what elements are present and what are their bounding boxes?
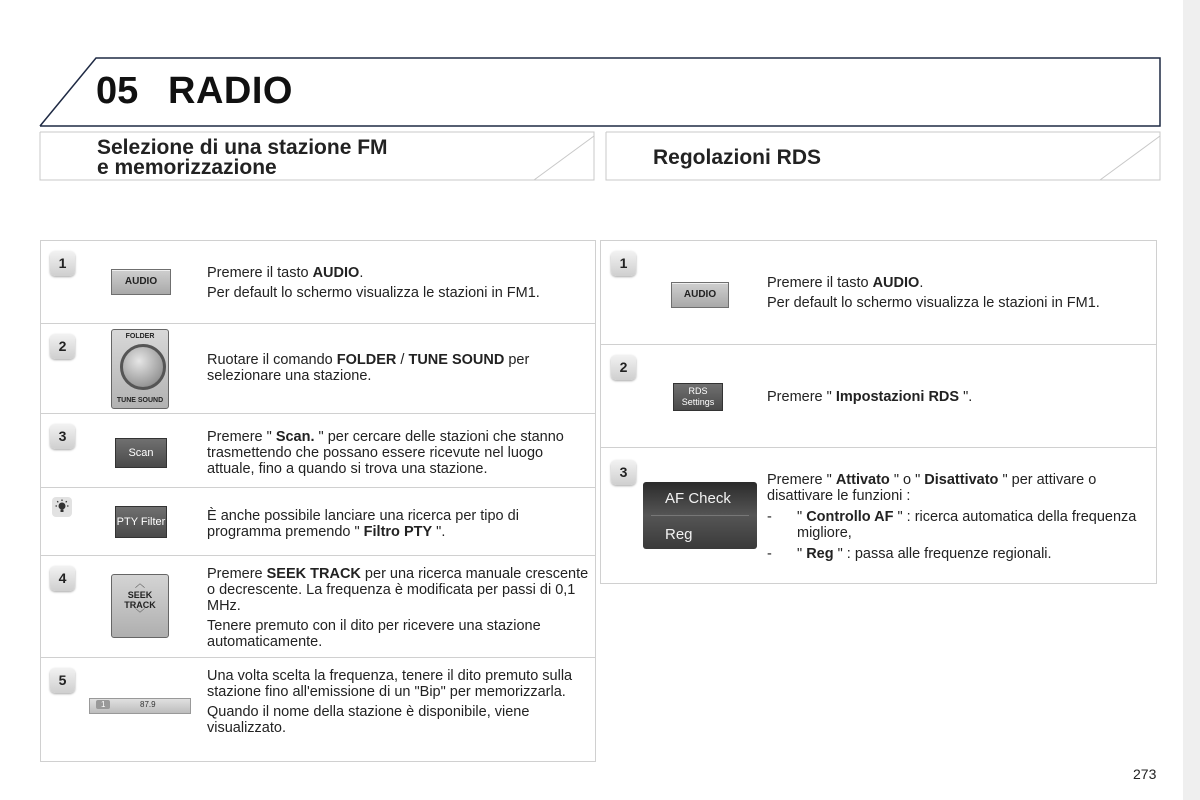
step-text-3-b: Scan. — [275, 429, 315, 445]
step-badge-3: 3 — [50, 424, 75, 449]
rds-bullet-2-a: " — [797, 546, 807, 562]
step-row-3 — [41, 413, 595, 488]
step-text-4-b: SEEK TRACK — [266, 566, 361, 582]
step-text-5-p1: Una volta scelta la frequenza, tenere il dito premuto sulla stazione fino all'emissione di un "Bip" per memorizzarla. — [207, 668, 573, 700]
rds-bullet-2-c: " : passa alle frequenze regionali. — [833, 546, 1052, 562]
rds-bullet-2 — [767, 546, 1152, 562]
rds-step-row-2 — [601, 344, 1156, 448]
track-label: TRACK — [124, 600, 156, 610]
preset-frequency: 87.9 — [140, 700, 156, 709]
rds-bullet-1 — [767, 509, 1152, 541]
rds-step-text-2 — [767, 389, 1152, 405]
step-text-2-a: Ruotare il comando — [207, 352, 337, 368]
step-text-4 — [207, 566, 593, 650]
step-badge-5: 5 — [50, 668, 75, 693]
step-row-2 — [41, 323, 595, 414]
rds-step-text-1-c: . — [919, 275, 924, 291]
scan-button-image: Scan — [115, 438, 167, 468]
left-section-title-line1: Selezione di una stazione FM — [97, 136, 388, 159]
step-row-1 — [41, 241, 595, 323]
rds-step-text-3-e: " per attivare o disattivare le funzioni : — [767, 472, 1097, 504]
step-text-3 — [207, 429, 593, 477]
rds-step-text-1 — [767, 275, 1152, 311]
step-badge-2: 2 — [50, 334, 75, 359]
right-section-title: Regolazioni RDS — [653, 146, 822, 169]
rds-step-text-2-a: Premere " — [767, 389, 836, 405]
step-text-1-p2: Per default lo schermo visualizza le stazioni in FM1. — [207, 285, 540, 301]
left-section-title — [97, 138, 388, 178]
chapter-number: 05 — [96, 70, 139, 112]
knob-icon — [120, 344, 166, 390]
step-text-2 — [207, 352, 592, 384]
rds-step-badge-2: 2 — [611, 355, 636, 380]
rds-step-badge-1: 1 — [611, 251, 636, 276]
lightbulb-icon — [52, 497, 72, 517]
af-divider — [651, 515, 749, 516]
rds-step-row-3 — [601, 447, 1156, 584]
rds-bullet-1-dash: - — [767, 509, 772, 525]
step-text-1-b: AUDIO — [312, 265, 360, 281]
rds-settings-label-1: RDS — [688, 386, 708, 396]
preset-frequency-strip-image — [89, 698, 191, 714]
step-badge-4: 4 — [50, 566, 75, 591]
rds-step-text-2-b: Impostazioni RDS — [835, 389, 960, 405]
page-number: 273 — [1133, 766, 1157, 782]
left-section-title-line2: e memorizzazione — [97, 156, 277, 179]
step-text-2-e: per selezionare una stazione. — [207, 352, 530, 384]
rds-step-badge-3: 3 — [611, 460, 636, 485]
left-steps-panel — [40, 240, 596, 762]
rds-bullet-1-c: " : ricerca automatica della frequenza migliore, — [797, 509, 1137, 541]
step-badge-1: 1 — [50, 251, 75, 276]
rds-bullet-1-a: " — [797, 509, 807, 525]
step-text-3-a: Premere " — [207, 429, 276, 445]
audio-button-image: AUDIO — [111, 269, 171, 295]
step-text-tip-a: È anche possibile lanciare una ricerca per tipo di programma premendo " — [207, 508, 519, 540]
rds-audio-button-image: AUDIO — [671, 282, 729, 308]
step-text-4-c: per una ricerca manuale crescente o decrescente. La frequenza è modificata per passi di 0,1 MHz. — [207, 566, 589, 614]
step-row-4 — [41, 555, 595, 658]
rds-step-text-3-c: " o " — [889, 472, 925, 488]
preset-number: 1 — [96, 700, 110, 709]
rds-settings-button-image — [673, 383, 723, 411]
chapter-title: RADIO — [168, 70, 293, 112]
rds-bullet-1-b: Controllo AF — [806, 509, 894, 525]
step-text-1 — [207, 265, 592, 301]
af-check-item: AF Check — [665, 490, 731, 507]
step-text-2-d: TUNE SOUND — [408, 352, 505, 368]
rds-step-text-2-c: ". — [959, 389, 973, 405]
step-row-tip — [41, 487, 595, 556]
rds-settings-label-2: Settings — [681, 397, 715, 407]
step-text-2-c: / — [396, 352, 409, 368]
chevron-up-icon: ︿ — [135, 579, 145, 590]
step-text-5-p2: Quando il nome della stazione è disponibile, viene visualizzato. — [207, 704, 530, 736]
step-text-4-a: Premere — [207, 566, 267, 582]
rds-step-row-1 — [601, 241, 1156, 344]
knob-bottom-label: TUNE SOUND — [116, 397, 164, 404]
seek-label: SEEK — [127, 590, 153, 600]
rds-step-text-3-d: Disattivato — [924, 472, 999, 488]
step-text-1-c: . — [359, 265, 364, 281]
step-text-2-b: FOLDER — [336, 352, 397, 368]
rds-bullet-2-b: Reg — [806, 546, 834, 562]
af-check-reg-panel-image — [643, 482, 757, 549]
rds-step-text-1-p2: Per default lo schermo visualizza le stazioni in FM1. — [767, 295, 1100, 311]
step-text-4-p2: Tenere premuto con il dito per ricevere una stazione automaticamente. — [207, 618, 541, 650]
step-text-tip — [207, 508, 587, 540]
knob-top-label: FOLDER — [125, 333, 155, 340]
step-text-tip-c: ". — [432, 524, 446, 540]
rds-step-text-3-a: Premere " — [767, 472, 836, 488]
reg-item: Reg — [665, 526, 693, 543]
rds-step-text-1-a: Premere il tasto — [767, 275, 873, 291]
step-text-1-a: Premere il tasto — [207, 265, 313, 281]
step-row-5 — [41, 657, 595, 762]
rds-step-text-1-b: AUDIO — [872, 275, 920, 291]
rds-step-text-3 — [767, 472, 1152, 562]
folder-tune-knob-image — [111, 329, 169, 409]
step-text-tip-b: Filtro PTY — [363, 524, 433, 540]
step-text-5 — [207, 668, 593, 736]
seek-track-button-image — [111, 574, 169, 638]
pty-filter-button-image: PTY Filter — [115, 506, 167, 538]
rds-bullet-2-dash: - — [767, 546, 772, 562]
right-steps-panel — [600, 240, 1157, 584]
step-text-3-c: " per cercare delle stazioni che stanno trasmettendo che possano essere ricevute nel luogo attuale, fino a quando si trova una stazione. — [207, 429, 564, 477]
chevron-down-icon: ﹀ — [135, 609, 145, 620]
rds-step-text-3-b: Attivato — [835, 472, 890, 488]
